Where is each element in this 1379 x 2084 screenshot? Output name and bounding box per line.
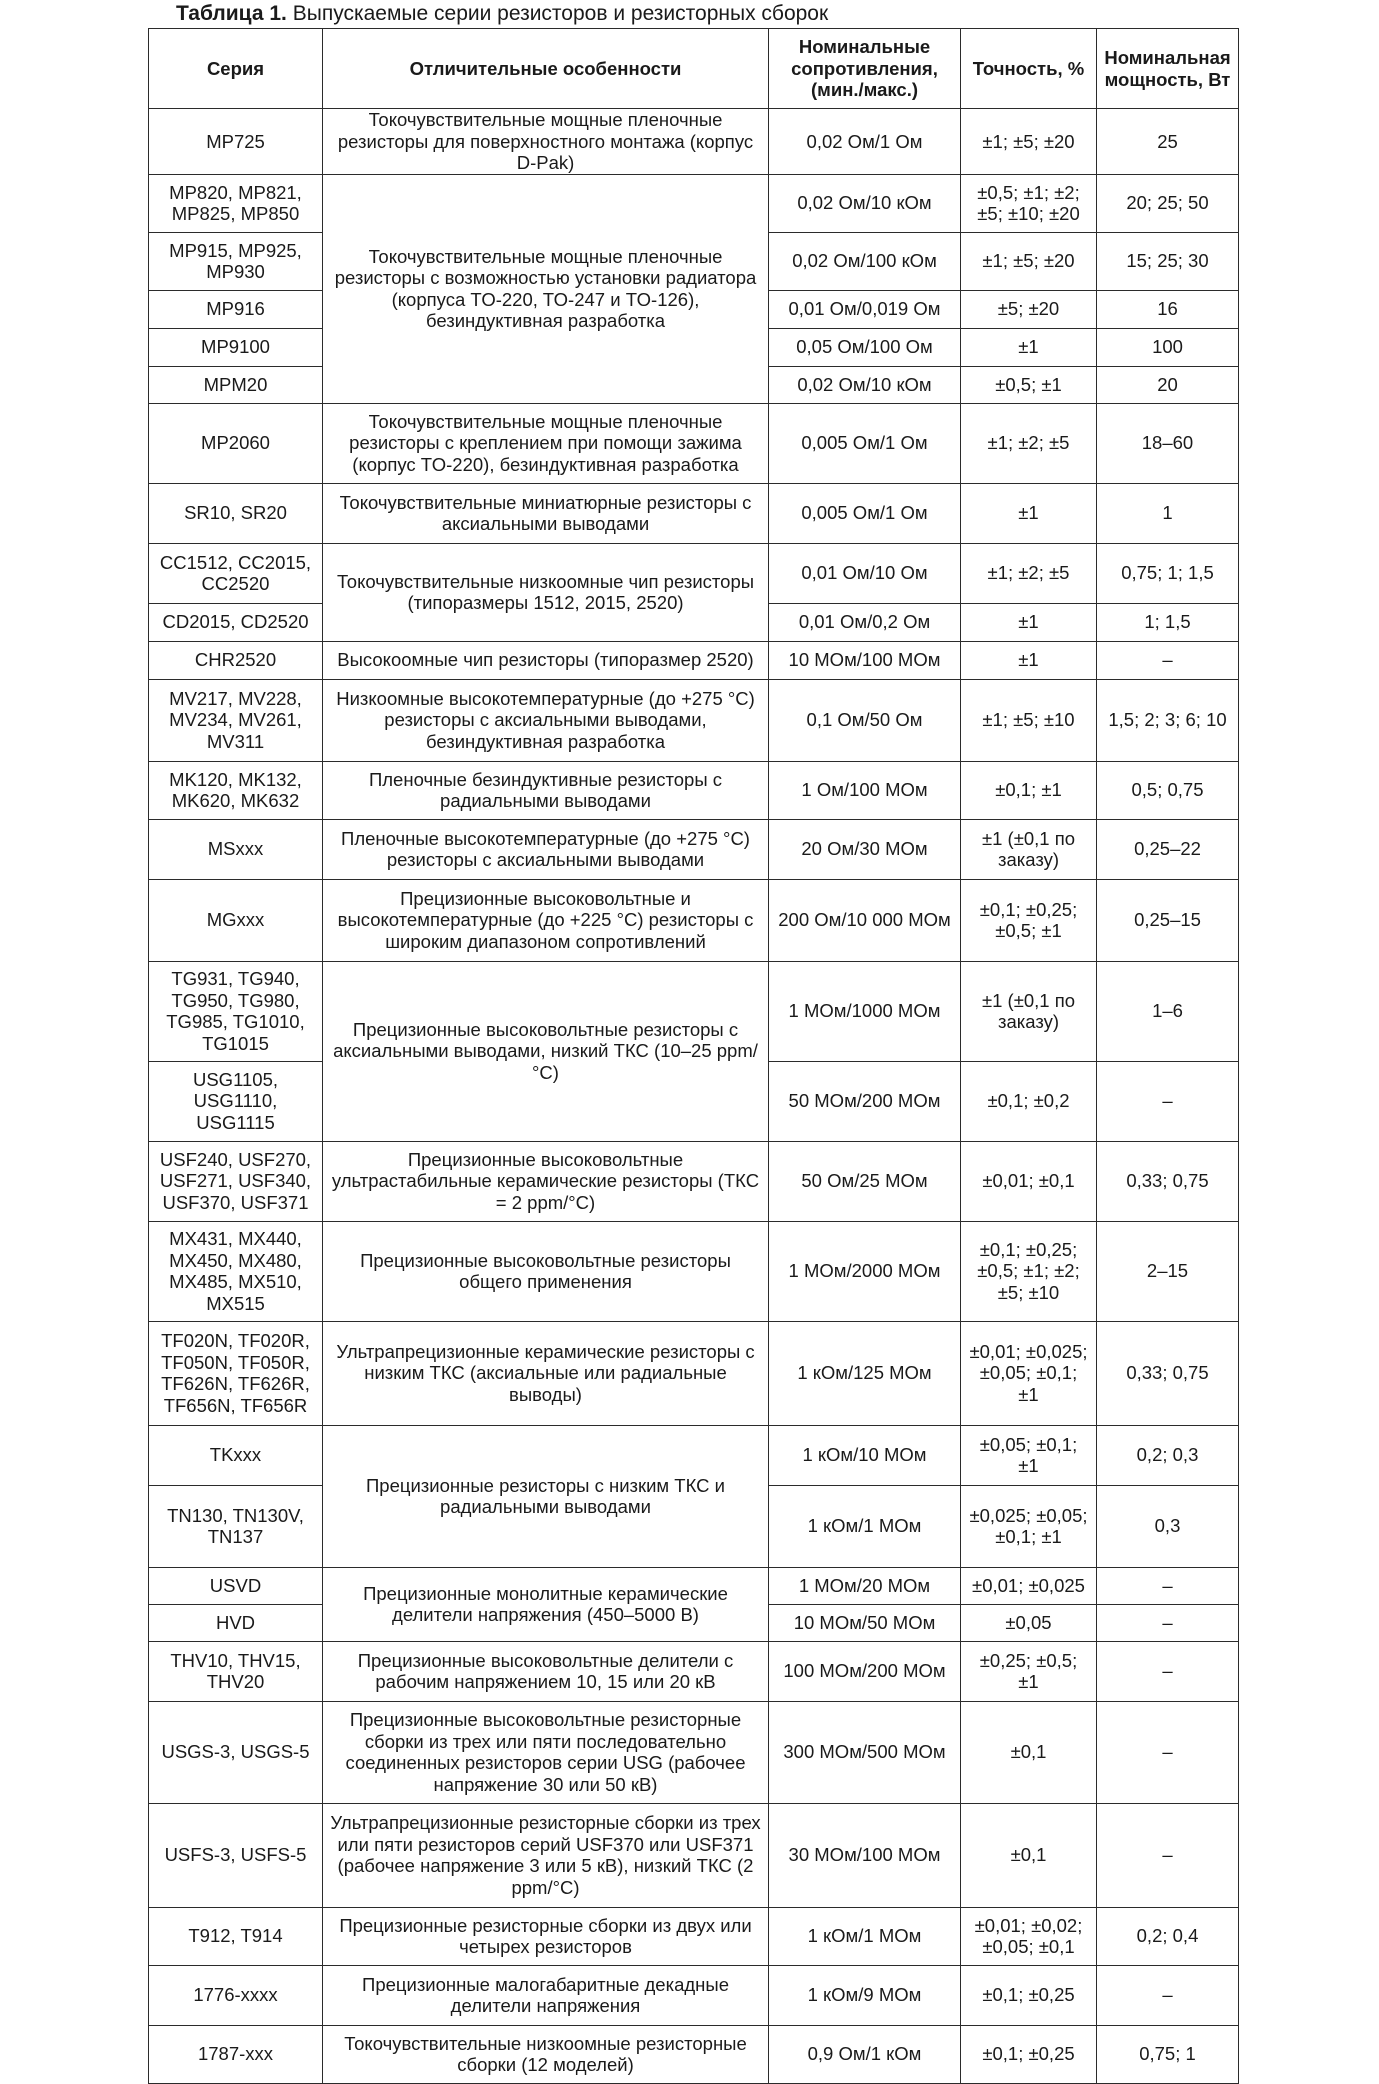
resistance-cell: 1 кОм/9 МОм bbox=[769, 1965, 961, 2025]
header-accuracy: Точность, % bbox=[961, 29, 1097, 109]
series-cell: TF020N, TF020R, TF050N, TF050R, TF626N, TF626R, TF656N, TF656R bbox=[149, 1321, 323, 1425]
accuracy-cell: ±0,1 bbox=[961, 1701, 1097, 1803]
table-row bbox=[149, 483, 1239, 543]
resistance-cell: 30 МОм/100 МОм bbox=[769, 1803, 961, 1907]
resistance-cell: 0,9 Ом/1 кОм bbox=[769, 2025, 961, 2083]
resistance-cell: 50 Ом/25 МОм bbox=[769, 1141, 961, 1221]
accuracy-cell: ±0,05 bbox=[961, 1604, 1097, 1641]
series-cell: MV217, MV228, MV234, MV261, MV311 bbox=[149, 679, 323, 761]
accuracy-cell: ±0,5; ±1 bbox=[961, 366, 1097, 403]
resistance-cell: 1 МОм/20 МОм bbox=[769, 1567, 961, 1604]
table-row bbox=[149, 879, 1239, 961]
features-cell: Токочувствительные мощные пленочные резисторы для поверхностного монтажа (корпус D-Pak) bbox=[323, 109, 769, 175]
resistance-cell: 0,05 Ом/100 Ом bbox=[769, 328, 961, 366]
features-cell: Токочувствительные низкоомные резисторные сборки (12 моделей) bbox=[323, 2025, 769, 2083]
series-cell: MP725 bbox=[149, 109, 323, 175]
accuracy-cell: ±1; ±2; ±5 bbox=[961, 543, 1097, 603]
power-cell: 0,33; 0,75 bbox=[1097, 1321, 1239, 1425]
accuracy-cell: ±0,1; ±0,25 bbox=[961, 1965, 1097, 2025]
resistance-cell: 300 МОм/500 МОм bbox=[769, 1701, 961, 1803]
resistance-cell: 0,1 Ом/50 Ом bbox=[769, 679, 961, 761]
series-cell: MX431, MX440, MX450, MX480, MX485, MX510, MX515 bbox=[149, 1221, 323, 1321]
power-cell: 15; 25; 30 bbox=[1097, 232, 1239, 290]
accuracy-cell: ±0,1; ±0,25; ±0,5; ±1; ±2; ±5; ±10 bbox=[961, 1221, 1097, 1321]
series-cell: MP916 bbox=[149, 290, 323, 328]
resistance-cell: 0,01 Ом/0,2 Ом bbox=[769, 603, 961, 641]
table-row bbox=[149, 761, 1239, 819]
power-cell: – bbox=[1097, 1567, 1239, 1604]
resistance-cell: 1 МОм/1000 МОм bbox=[769, 961, 961, 1061]
power-cell: 1,5; 2; 3; 6; 10 bbox=[1097, 679, 1239, 761]
accuracy-cell: ±5; ±20 bbox=[961, 290, 1097, 328]
table-row bbox=[149, 1701, 1239, 1803]
resistance-cell: 20 Ом/30 МОм bbox=[769, 819, 961, 879]
features-cell: Ультрапрецизионные резисторные сборки из трех или пяти резисторов серий USF370 или USF371 (рабочее напряжение 3 или 5 кВ), низкий ТКС (2 ppm/°C) bbox=[323, 1803, 769, 1907]
resistance-cell: 10 МОм/50 МОм bbox=[769, 1604, 961, 1641]
resistance-cell: 1 кОм/125 МОм bbox=[769, 1321, 961, 1425]
power-cell: – bbox=[1097, 1701, 1239, 1803]
power-cell: 0,2; 0,3 bbox=[1097, 1425, 1239, 1485]
series-cell: USF240, USF270, USF271, USF340, USF370, USF371 bbox=[149, 1141, 323, 1221]
power-cell: 16 bbox=[1097, 290, 1239, 328]
table-row bbox=[149, 819, 1239, 879]
accuracy-cell: ±1 bbox=[961, 328, 1097, 366]
series-cell: TKxxx bbox=[149, 1425, 323, 1485]
power-cell: 20 bbox=[1097, 366, 1239, 403]
features-cell: Токочувствительные миниатюрные резисторы с аксиальными выводами bbox=[323, 483, 769, 543]
accuracy-cell: ±0,05; ±0,1; ±1 bbox=[961, 1425, 1097, 1485]
resistance-cell: 1 кОм/1 МОм bbox=[769, 1485, 961, 1567]
resistance-cell: 0,02 Ом/1 Ом bbox=[769, 109, 961, 175]
features-cell: Прецизионные высоковольтные резисторные сборки из трех или пяти последовательно соединенных резисторов серии USG (рабочее напряжение 30 или 50 кВ) bbox=[323, 1701, 769, 1803]
resistance-cell: 1 кОм/10 МОм bbox=[769, 1425, 961, 1485]
series-cell: TG931, TG940, TG950, TG980, TG985, TG1010, TG1015 bbox=[149, 961, 323, 1061]
features-cell: Прецизионные высоковольтные ультрастабильные керамические резисторы (ТКС = 2 ppm/°C) bbox=[323, 1141, 769, 1221]
resistance-cell: 50 МОм/200 МОм bbox=[769, 1061, 961, 1141]
features-cell: Прецизионные высоковольтные резисторы общего применения bbox=[323, 1221, 769, 1321]
power-cell: 0,2; 0,4 bbox=[1097, 1907, 1239, 1965]
resistance-cell: 200 Ом/10 000 МОм bbox=[769, 879, 961, 961]
series-cell: MSxxx bbox=[149, 819, 323, 879]
accuracy-cell: ±0,1; ±0,25 bbox=[961, 2025, 1097, 2083]
accuracy-cell: ±0,1; ±0,2 bbox=[961, 1061, 1097, 1141]
series-cell: MP820, MP821, MP825, MP850 bbox=[149, 174, 323, 232]
header-power: Номинальная мощность, Вт bbox=[1097, 29, 1239, 109]
table-row bbox=[149, 174, 1239, 232]
accuracy-cell: ±1 (±0,1 по заказу) bbox=[961, 819, 1097, 879]
table-caption bbox=[176, 0, 828, 28]
features-cell: Низкоомные высокотемпературные (до +275 °C) резисторы с аксиальными выводами, безиндуктивная разработка bbox=[323, 679, 769, 761]
accuracy-cell: ±0,1; ±1 bbox=[961, 761, 1097, 819]
table-row bbox=[149, 1321, 1239, 1425]
series-cell: HVD bbox=[149, 1604, 323, 1641]
power-cell: 1 bbox=[1097, 483, 1239, 543]
power-cell: 0,33; 0,75 bbox=[1097, 1141, 1239, 1221]
resistance-cell: 0,02 Ом/100 кОм bbox=[769, 232, 961, 290]
table-row bbox=[149, 1965, 1239, 2025]
series-cell: TN130, TN130V, TN137 bbox=[149, 1485, 323, 1567]
series-cell: MP915, MP925, MP930 bbox=[149, 232, 323, 290]
power-cell: 0,25–22 bbox=[1097, 819, 1239, 879]
resistance-cell: 0,01 Ом/0,019 Ом bbox=[769, 290, 961, 328]
accuracy-cell: ±1; ±2; ±5 bbox=[961, 403, 1097, 483]
accuracy-cell: ±0,01; ±0,025; ±0,05; ±0,1; ±1 bbox=[961, 1321, 1097, 1425]
power-cell: 0,25–15 bbox=[1097, 879, 1239, 961]
power-cell: – bbox=[1097, 1061, 1239, 1141]
features-cell: Токочувствительные низкоомные чип резисторы (типоразмеры 1512, 2015, 2520) bbox=[323, 543, 769, 641]
table-row bbox=[149, 961, 1239, 1061]
accuracy-cell: ±1; ±5; ±20 bbox=[961, 109, 1097, 175]
power-cell: 20; 25; 50 bbox=[1097, 174, 1239, 232]
table-row bbox=[149, 109, 1239, 175]
table-caption-text: Выпускаемые серии резисторов и резисторных сборок bbox=[286, 2, 829, 25]
features-cell: Прецизионные резисторные сборки из двух или четырех резисторов bbox=[323, 1907, 769, 1965]
features-cell: Прецизионные высоковольтные и высокотемпературные (до +225 °C) резисторы с широким диапазоном сопротивлений bbox=[323, 879, 769, 961]
accuracy-cell: ±0,25; ±0,5; ±1 bbox=[961, 1641, 1097, 1701]
resistance-cell: 1 кОм/1 МОм bbox=[769, 1907, 961, 1965]
table-row bbox=[149, 641, 1239, 679]
features-cell: Высокоомные чип резисторы (типоразмер 2520) bbox=[323, 641, 769, 679]
features-cell: Токочувствительные мощные пленочные резисторы с креплением при помощи зажима (корпус TO-220), безиндуктивная разработка bbox=[323, 403, 769, 483]
power-cell: 0,5; 0,75 bbox=[1097, 761, 1239, 819]
table-row bbox=[149, 403, 1239, 483]
features-cell: Токочувствительные мощные пленочные резисторы с возможностью установки радиатора (корпуса TO-220, TO-247 и TO-126), безиндуктивная разработка bbox=[323, 174, 769, 403]
accuracy-cell: ±1 bbox=[961, 641, 1097, 679]
power-cell: 1–6 bbox=[1097, 961, 1239, 1061]
series-cell: USG1105, USG1110, USG1115 bbox=[149, 1061, 323, 1141]
resistance-cell: 0,02 Ом/10 кОм bbox=[769, 366, 961, 403]
power-cell: – bbox=[1097, 1803, 1239, 1907]
power-cell: 25 bbox=[1097, 109, 1239, 175]
accuracy-cell: ±1; ±5; ±20 bbox=[961, 232, 1097, 290]
features-cell: Пленочные высокотемпературные (до +275 °C) резисторы с аксиальными выводами bbox=[323, 819, 769, 879]
header-resistance: Номинальные сопротивления, (мин./макс.) bbox=[769, 29, 961, 109]
resistance-cell: 0,02 Ом/10 кОм bbox=[769, 174, 961, 232]
resistance-cell: 10 МОм/100 МОм bbox=[769, 641, 961, 679]
series-cell: 1787-xxx bbox=[149, 2025, 323, 2083]
accuracy-cell: ±0,01; ±0,025 bbox=[961, 1567, 1097, 1604]
series-cell: USGS-3, USGS-5 bbox=[149, 1701, 323, 1803]
accuracy-cell: ±0,01; ±0,02; ±0,05; ±0,1 bbox=[961, 1907, 1097, 1965]
header-features: Отличительные особенности bbox=[323, 29, 769, 109]
accuracy-cell: ±1 bbox=[961, 483, 1097, 543]
accuracy-cell: ±0,025; ±0,05; ±0,1; ±1 bbox=[961, 1485, 1097, 1567]
series-cell: USFS-3, USFS-5 bbox=[149, 1803, 323, 1907]
series-cell: MPM20 bbox=[149, 366, 323, 403]
table-row bbox=[149, 1641, 1239, 1701]
table-caption-label: Таблица 1. bbox=[176, 2, 287, 25]
table-row bbox=[149, 1907, 1239, 1965]
header-row bbox=[149, 29, 1239, 109]
table-row bbox=[149, 1425, 1239, 1485]
series-cell: MGxxx bbox=[149, 879, 323, 961]
features-cell: Прецизионные малогабаритные декадные делители напряжения bbox=[323, 1965, 769, 2025]
power-cell: – bbox=[1097, 1604, 1239, 1641]
table-row bbox=[149, 1803, 1239, 1907]
series-cell: CC1512, CC2015, CC2520 bbox=[149, 543, 323, 603]
accuracy-cell: ±0,01; ±0,1 bbox=[961, 1141, 1097, 1221]
series-cell: MK120, MK132, MK620, MK632 bbox=[149, 761, 323, 819]
resistance-cell: 1 МОм/2000 МОм bbox=[769, 1221, 961, 1321]
power-cell: – bbox=[1097, 641, 1239, 679]
series-cell: T912, T914 bbox=[149, 1907, 323, 1965]
resistance-cell: 0,01 Ом/10 Ом bbox=[769, 543, 961, 603]
power-cell: 18–60 bbox=[1097, 403, 1239, 483]
table-row bbox=[149, 2025, 1239, 2083]
features-cell: Прецизионные монолитные керамические делители напряжения (450–5000 В) bbox=[323, 1567, 769, 1641]
features-cell: Прецизионные высоковольтные резисторы с аксиальными выводами, низкий ТКС (10–25 ppm/°C) bbox=[323, 961, 769, 1141]
power-cell: 0,3 bbox=[1097, 1485, 1239, 1567]
table-row bbox=[149, 543, 1239, 603]
table-row bbox=[149, 679, 1239, 761]
series-cell: CD2015, CD2520 bbox=[149, 603, 323, 641]
series-cell: CHR2520 bbox=[149, 641, 323, 679]
accuracy-cell: ±1 bbox=[961, 603, 1097, 641]
power-cell: 0,75; 1 bbox=[1097, 2025, 1239, 2083]
series-cell: SR10, SR20 bbox=[149, 483, 323, 543]
power-cell: – bbox=[1097, 1965, 1239, 2025]
power-cell: 100 bbox=[1097, 328, 1239, 366]
accuracy-cell: ±0,5; ±1; ±2; ±5; ±10; ±20 bbox=[961, 174, 1097, 232]
power-cell: 2–15 bbox=[1097, 1221, 1239, 1321]
series-cell: MP9100 bbox=[149, 328, 323, 366]
series-cell: MP2060 bbox=[149, 403, 323, 483]
accuracy-cell: ±0,1; ±0,25; ±0,5; ±1 bbox=[961, 879, 1097, 961]
accuracy-cell: ±1 (±0,1 по заказу) bbox=[961, 961, 1097, 1061]
resistance-cell: 0,005 Ом/1 Ом bbox=[769, 483, 961, 543]
header-series: Серия bbox=[149, 29, 323, 109]
table-row bbox=[149, 1221, 1239, 1321]
resistance-cell: 0,005 Ом/1 Ом bbox=[769, 403, 961, 483]
accuracy-cell: ±1; ±5; ±10 bbox=[961, 679, 1097, 761]
series-cell: THV10, THV15, THV20 bbox=[149, 1641, 323, 1701]
accuracy-cell: ±0,1 bbox=[961, 1803, 1097, 1907]
resistor-series-table bbox=[148, 28, 1239, 2084]
power-cell: 1; 1,5 bbox=[1097, 603, 1239, 641]
features-cell: Прецизионные высоковольтные делители с рабочим напряжением 10, 15 или 20 кВ bbox=[323, 1641, 769, 1701]
resistance-cell: 100 МОм/200 МОм bbox=[769, 1641, 961, 1701]
power-cell: – bbox=[1097, 1641, 1239, 1701]
features-cell: Пленочные безиндуктивные резисторы с радиальными выводами bbox=[323, 761, 769, 819]
series-cell: 1776-xxxx bbox=[149, 1965, 323, 2025]
table-row bbox=[149, 1567, 1239, 1604]
resistance-cell: 1 Ом/100 МОм bbox=[769, 761, 961, 819]
features-cell: Прецизионные резисторы с низким ТКС и радиальными выводами bbox=[323, 1425, 769, 1567]
power-cell: 0,75; 1; 1,5 bbox=[1097, 543, 1239, 603]
series-cell: USVD bbox=[149, 1567, 323, 1604]
features-cell: Ультрапрецизионные керамические резисторы с низким ТКС (аксиальные или радиальные выводы) bbox=[323, 1321, 769, 1425]
table-row bbox=[149, 1141, 1239, 1221]
